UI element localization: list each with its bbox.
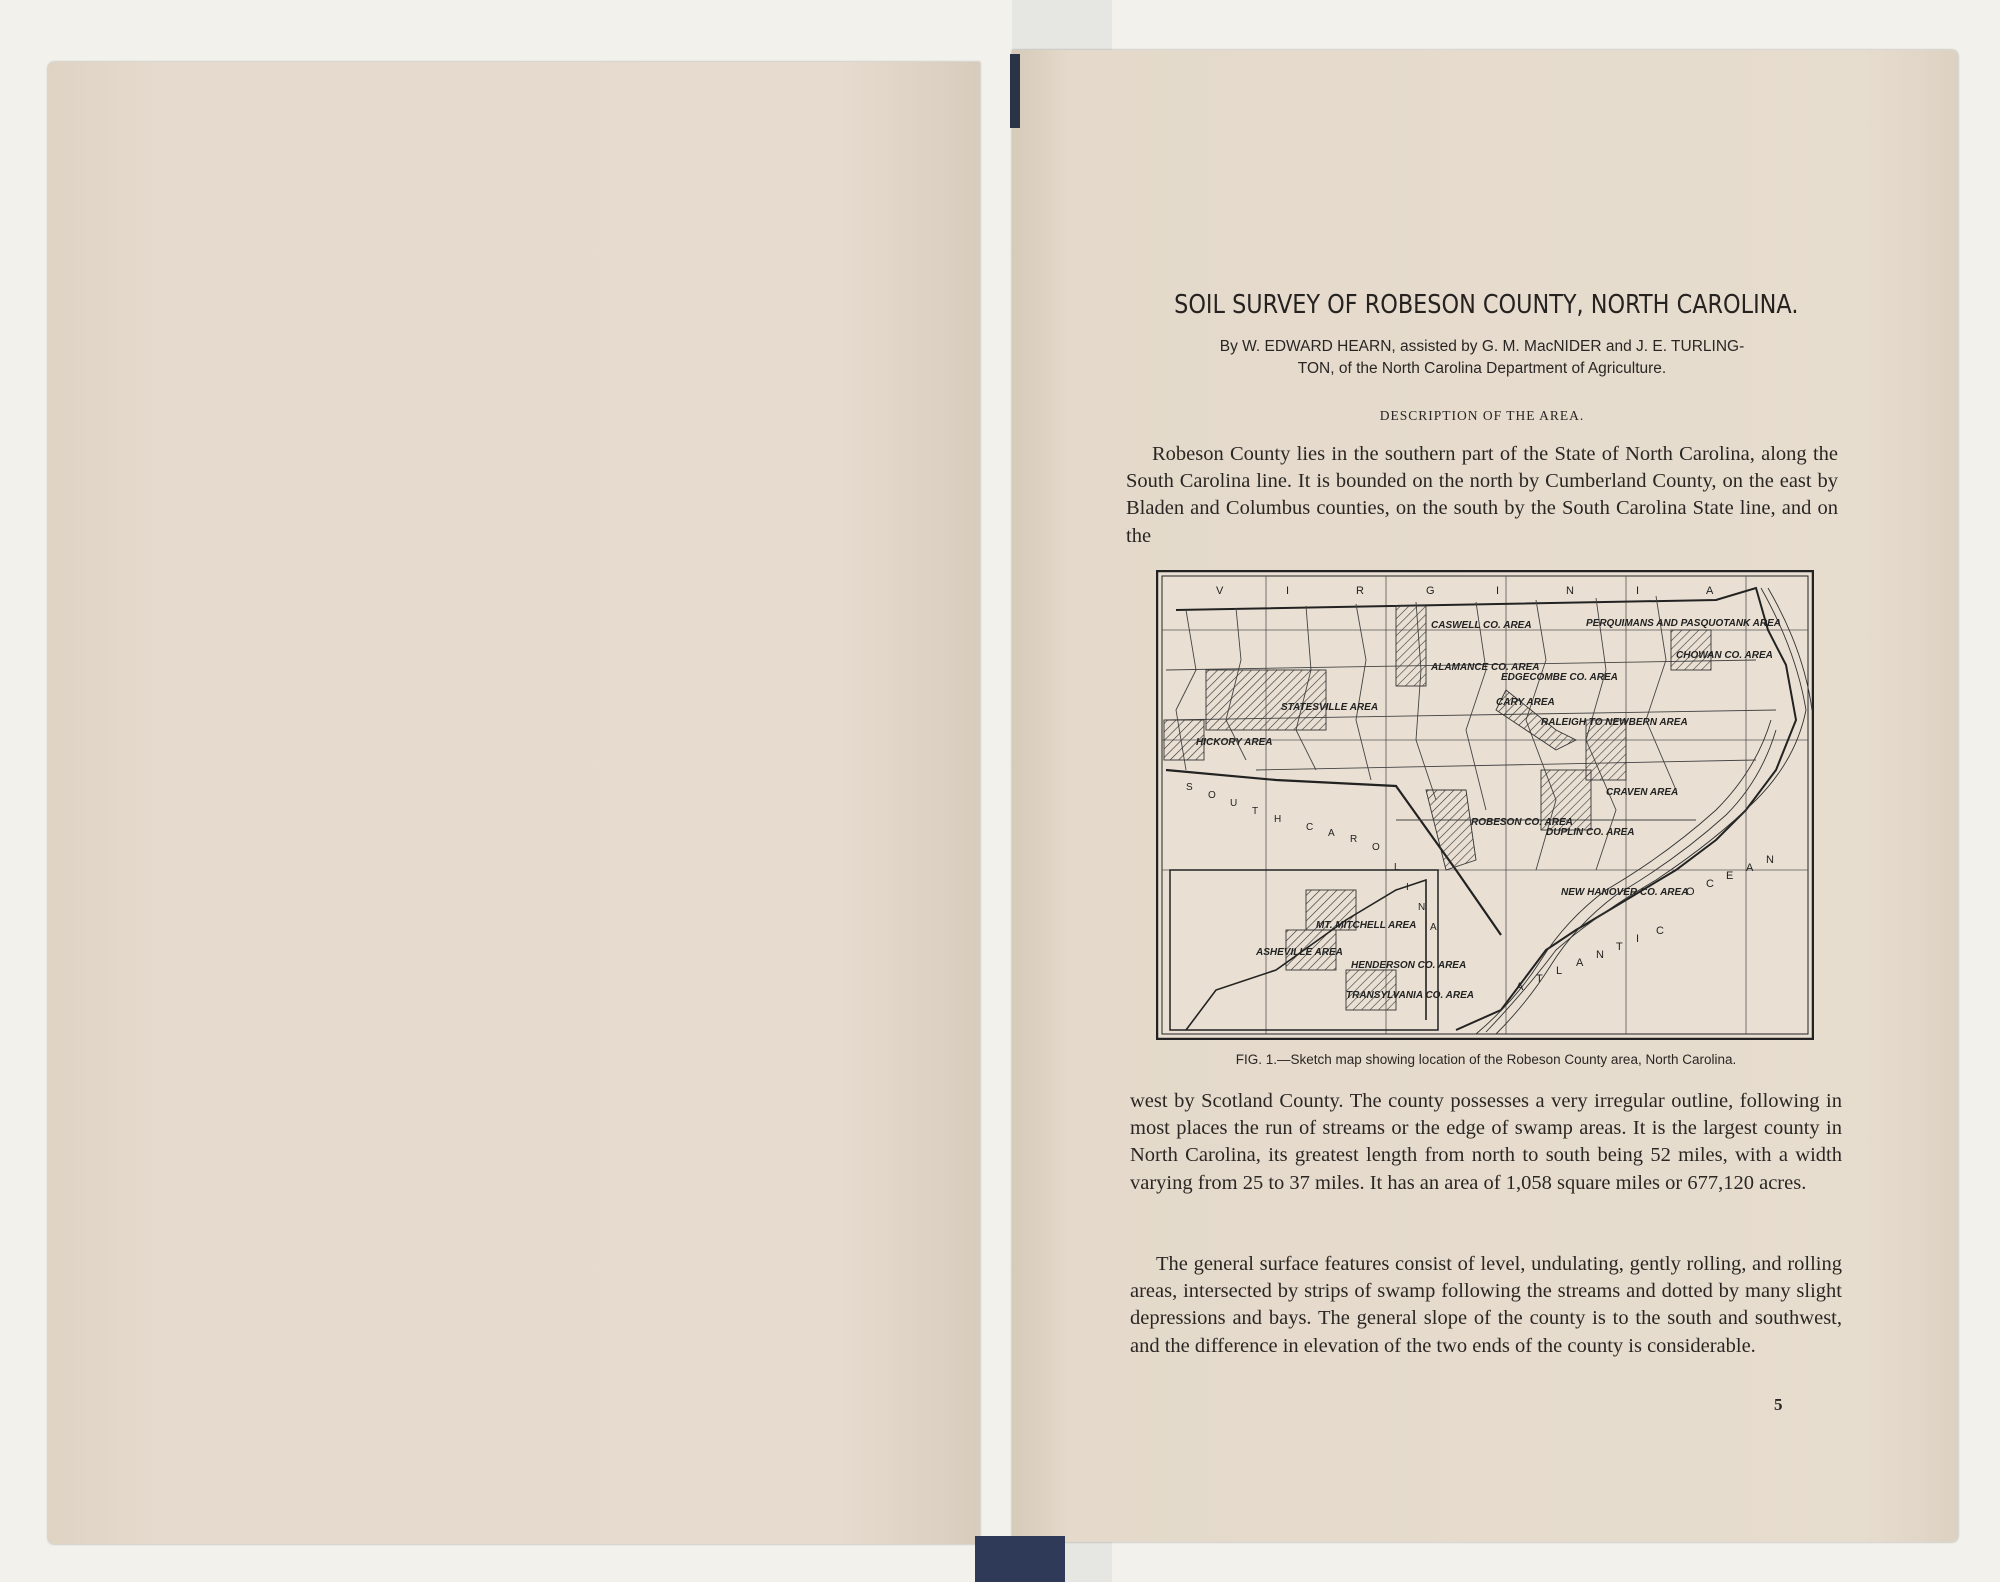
svg-text:A: A: [1706, 585, 1714, 597]
svg-text:N: N: [1596, 949, 1604, 961]
label-hickory: HICKORY AREA: [1196, 737, 1273, 748]
svg-text:O: O: [1372, 842, 1380, 853]
svg-text:T: T: [1252, 806, 1259, 817]
label-craven: CRAVEN AREA: [1606, 787, 1679, 798]
label-raleigh: RALEIGH TO NEWBERN AREA: [1541, 717, 1688, 728]
label-edgecombe: EDGECOMBE CO. AREA: [1501, 672, 1618, 683]
svg-text:T: T: [1616, 941, 1623, 953]
svg-text:R: R: [1350, 834, 1358, 845]
svg-text:A: A: [1576, 957, 1584, 969]
label-cary: CARY AREA: [1496, 697, 1555, 708]
paragraph-3: The general surface features consist of level, undulating, gently rolling, and rolling areas, intersected by strips of swamp following the streams and dotted by many slight depressions and bays. The general slope of the county is to the south and southwest, and the difference in elevation of the two ends of the county is considerable.: [1130, 1253, 1842, 1357]
page-title: SOIL SURVEY OF ROBESON COUNTY, NORTH CAROLINA.: [1174, 290, 1799, 320]
north-carolina-sketch-map: [1156, 570, 1814, 1040]
statesville-area-hatch: [1206, 670, 1326, 730]
page-number: 5: [1774, 1395, 1783, 1414]
svg-text:I: I: [1406, 882, 1409, 893]
svg-text:C: C: [1706, 878, 1714, 890]
svg-text:I: I: [1636, 585, 1640, 597]
label-henderson: HENDERSON CO. AREA: [1351, 960, 1467, 971]
svg-text:U: U: [1230, 798, 1238, 809]
svg-text:N: N: [1566, 585, 1574, 597]
svg-text:R: R: [1356, 585, 1364, 597]
svg-text:C: C: [1656, 925, 1664, 937]
svg-text:E: E: [1726, 870, 1734, 882]
svg-text:G: G: [1426, 585, 1435, 597]
byline: [1124, 336, 1840, 380]
byline-line-1: By W. EDWARD HEARN, assisted by G. M. MacNIDER and J. E. TURLING-: [1219, 338, 1745, 355]
label-robeson: ROBESON CO. AREA: [1471, 817, 1573, 828]
label-new-hanover: NEW HANOVER CO. AREA: [1561, 887, 1689, 898]
label-caswell: CASWELL CO. AREA: [1431, 620, 1532, 631]
craven-area-hatch: [1586, 720, 1626, 780]
svg-text:A: A: [1430, 922, 1437, 933]
svg-text:N: N: [1766, 854, 1774, 866]
paragraph-2: west by Scotland County. The county possesses a very irregular outline, following in most places the run of streams or the edge of swamp areas. It is the largest county in North Carolina, its greatest length from north to south being 52 miles, with a width varying from 25 to 37 miles. It has an area of 1,058 square miles or 677,120 acres.: [1130, 1090, 1842, 1194]
svg-text:I: I: [1496, 585, 1500, 597]
svg-text:A: A: [1516, 981, 1524, 993]
spine-cloth-top: [1010, 54, 1020, 128]
label-alamance: ALAMANCE CO. AREA: [1431, 662, 1540, 673]
label-mt-mitchell: MT. MITCHELL AREA: [1316, 920, 1417, 931]
svg-text:S: S: [1186, 782, 1193, 793]
svg-text:L: L: [1556, 965, 1563, 977]
label-duplin: DUPLIN CO. AREA: [1546, 827, 1635, 838]
svg-text:I: I: [1636, 933, 1640, 945]
svg-text:V: V: [1216, 585, 1224, 597]
label-transylvania: TRANSYLVANIA CO. AREA: [1346, 990, 1474, 1001]
svg-text:L: L: [1394, 862, 1400, 873]
label-asheville: ASHEVILLE AREA: [1256, 947, 1343, 958]
caswell-area-hatch: [1396, 606, 1426, 686]
svg-text:H: H: [1274, 814, 1282, 825]
svg-text:O: O: [1686, 886, 1695, 898]
svg-text:O: O: [1208, 790, 1216, 801]
label-chowan: CHOWAN CO. AREA: [1676, 650, 1773, 661]
svg-text:A: A: [1328, 828, 1335, 839]
left-page-blank: [48, 62, 980, 1544]
spine-cloth-bottom: [975, 1536, 1065, 1582]
figure-caption: FIG. 1.—Sketch map showing location of the Robeson County area, North Carolina.: [1235, 1052, 1737, 1067]
byline-line-2: TON, of the North Carolina Department of Agriculture.: [1297, 360, 1667, 377]
label-perquimans: PERQUIMANS AND PASQUOTANK AREA: [1586, 618, 1782, 629]
paragraph-1: Robeson County lies in the southern part of the State of North Carolina, along the South Carolina line. It is bounded on the north by Cumberland County, on the east by Bladen and Columbus counties, on the south by the South Carolina State line, and on the: [1126, 443, 1838, 547]
svg-text:I: I: [1286, 585, 1290, 597]
figure-map: [1156, 570, 1814, 1040]
svg-text:N: N: [1418, 902, 1426, 913]
label-statesville: STATESVILLE AREA: [1281, 702, 1379, 713]
svg-text:T: T: [1536, 973, 1543, 985]
section-heading: DESCRIPTION OF THE AREA.: [1379, 408, 1585, 423]
svg-text:C: C: [1306, 822, 1314, 833]
svg-text:A: A: [1746, 862, 1754, 874]
